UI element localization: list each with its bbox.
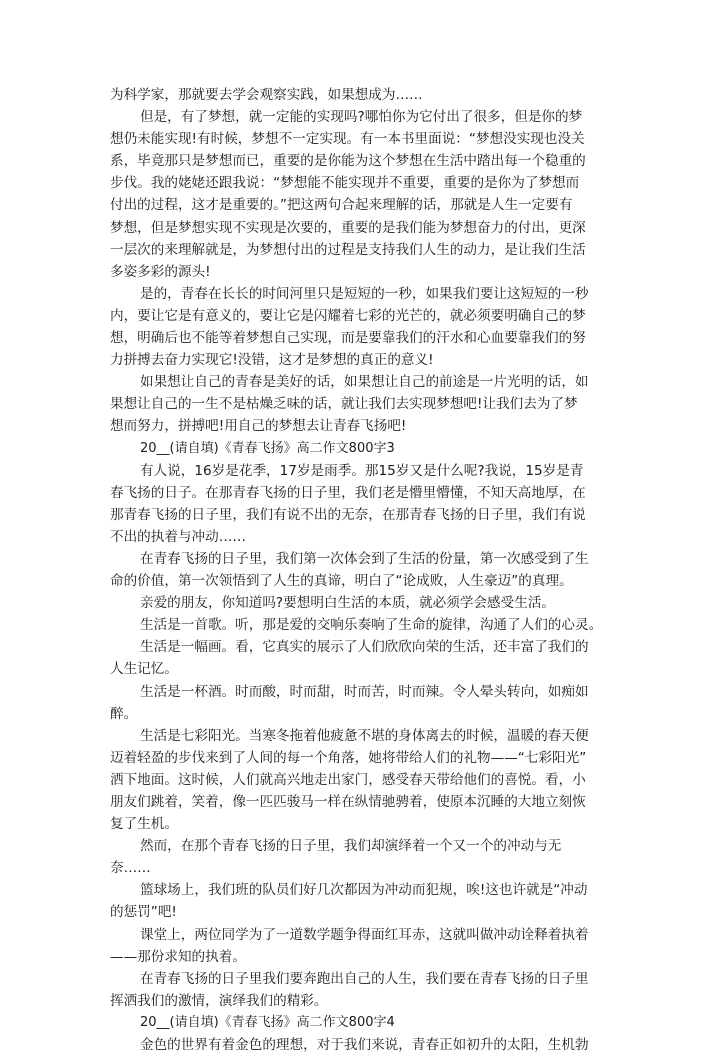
paragraph-start-line: 生活是一幅画。看，它真实的展示了人们欣欣向荣的生活，还丰富了我们的 [140, 639, 589, 656]
document-body [110, 84, 612, 1056]
text-line: 洒下地面。这时候，人们就高兴地走出家门，感受春天带给他们的喜悦。看，小 [110, 771, 586, 788]
paragraph-start-line: 篮球场上，我们班的队员们好几次都因为冲动而犯规，唉!这也许就是“冲动 [140, 882, 588, 899]
text-line: 一层次的来理解就是，为梦想付出的过程是支持我们人生的动力，是让我们生活 [110, 241, 586, 258]
text-line: 复了生机。 [110, 816, 178, 833]
text-line: 挥洒我们的激情，演绎我们的精彩。 [110, 992, 328, 1009]
paragraph-start-line: 然而，在那个青春飞扬的日子里，我们却演绎着一个又一个的冲动与无 [140, 838, 562, 855]
paragraph-start-line: 在青春飞扬的日子里，我们第一次体会到了生活的份量，第一次感受到了生 [140, 550, 589, 567]
paragraph-start-line: 生活是一首歌。听，那是爱的交响乐奏响了生命的旋律，沟通了人们的心灵。 [140, 617, 603, 634]
text-line: 朋友们跳着，笑着，像一匹匹骏马一样在纵情驰骋着，使原本沉睡的大地立刻恢 [110, 794, 586, 810]
paragraph-start-line: 如果想让自己的青春是美好的话，如果想让自己的前途是一片光明的话，如 [140, 374, 589, 391]
text-line: 的惩罚”吧! [110, 904, 177, 921]
text-line: 那青春飞扬的日子里，我们有说不出的无奈，在那青春飞扬的日子里，我们有说 [110, 506, 586, 523]
text-line: 春飞扬的日子。在那青春飞扬的日子里，我们老是懵里懵懂，不知天高地厚，在 [110, 484, 586, 501]
section-title-4: 20__(请自填)《青春飞扬》高二作文800字4 [140, 1014, 395, 1030]
text-line: ——那份求知的执着。 [110, 948, 246, 965]
paragraph-start-line: 在青春飞扬的日子里我们要奔跑出自己的人生，我们要在青春飞扬的日子里 [140, 970, 589, 987]
paragraph-start-line: 生活是七彩阳光。当寒冬拖着他疲惫不堪的身体离去的时候，温暖的春天便 [140, 727, 589, 744]
text-line: 付出的过程，这才是重要的。”把这两句合起来理解的话，那就是人生一定要有 [110, 197, 573, 214]
text-line: 想仍未能实现!有时候，梦想不一定实现。有一本书里面说：“梦想没实现也没关 [110, 131, 585, 148]
paragraph-start-line: 生活是一杯酒。时而酸，时而甜，时而苦，时而辣。令人晕头转向，如痴如 [140, 683, 589, 700]
section-title-3: 20__(请自填)《青春飞扬》高二作文800字3 [140, 440, 395, 456]
paragraph-start-line: 有人说，16岁是花季，17岁是雨季。那15岁又是什么呢?我说，15岁是青 [140, 462, 584, 479]
text-line: 果想让自己的一生不是枯燥乏味的话，就让我们去实现梦想吧!让我们去为了梦 [110, 396, 578, 413]
text-line: 步伐。我的姥姥还跟我说：“梦想能不能实现并不重要，重要的是你为了梦想而 [110, 175, 580, 192]
paragraph-start-line: 亲爱的朋友，你知道吗?要想明白生活的本质，就必须学会感受生活。 [140, 595, 556, 612]
text-line: 为科学家，那就要去学会观察实践，如果想成为…… [110, 87, 423, 103]
paragraph-start-line: 是的，青春在长长的时间河里只是短短的一秒，如果我们要让这短短的一秒 [140, 285, 589, 302]
paragraph-start-line: 课堂上，两位同学为了一道数学题争得面红耳赤，这就叫做冲动诠释着执着 [140, 926, 589, 943]
text-line: 人生记忆。 [110, 661, 178, 678]
text-line: 醉。 [110, 705, 138, 722]
text-line: 不出的执着与冲动…… [110, 528, 246, 545]
text-line: 命的价值，第一次领悟到了人生的真谛，明白了“论成败，人生豪迈”的真理。 [110, 573, 573, 590]
text-line: 想，明确后也不能等着梦想自己实现，而是要靠我们的汗水和心血要靠我们的努 [110, 330, 586, 347]
text-line: 梦想，但是梦想实现不实现是次要的，重要的是我们能为梦想奋力的付出，更深 [110, 219, 586, 236]
text-line: 力拼搏去奋力实现它!没错，这才是梦想的真正的意义! [110, 352, 434, 369]
text-line: 奈…… [110, 860, 151, 877]
text-line: 多姿多彩的源头! [110, 263, 211, 280]
text-line: 系，毕竟那只是梦想而已，重要的是你能为这个梦想在生活中踏出每一个稳重的 [110, 153, 586, 170]
text-line: 内，要让它是有意义的，要让它是闪耀着七彩的光芒的，就必须要明确自己的梦 [110, 307, 586, 324]
paragraph-start-line: 金色的世界有着金色的理想，对于我们来说，青春正如初升的太阳，生机勃 [140, 1037, 589, 1054]
paragraph-start-line: 但是，有了梦想，就一定能的实现吗?哪怕你为它付出了很多，但是你的梦 [140, 109, 583, 126]
text-line: 想而努力，拼搏吧!用自己的梦想去让青春飞扬吧! [110, 418, 407, 435]
text-line: 迈着轻盈的步伐来到了人间的每一个角落，她将带给人们的礼物——“七彩阳光” [110, 749, 587, 766]
